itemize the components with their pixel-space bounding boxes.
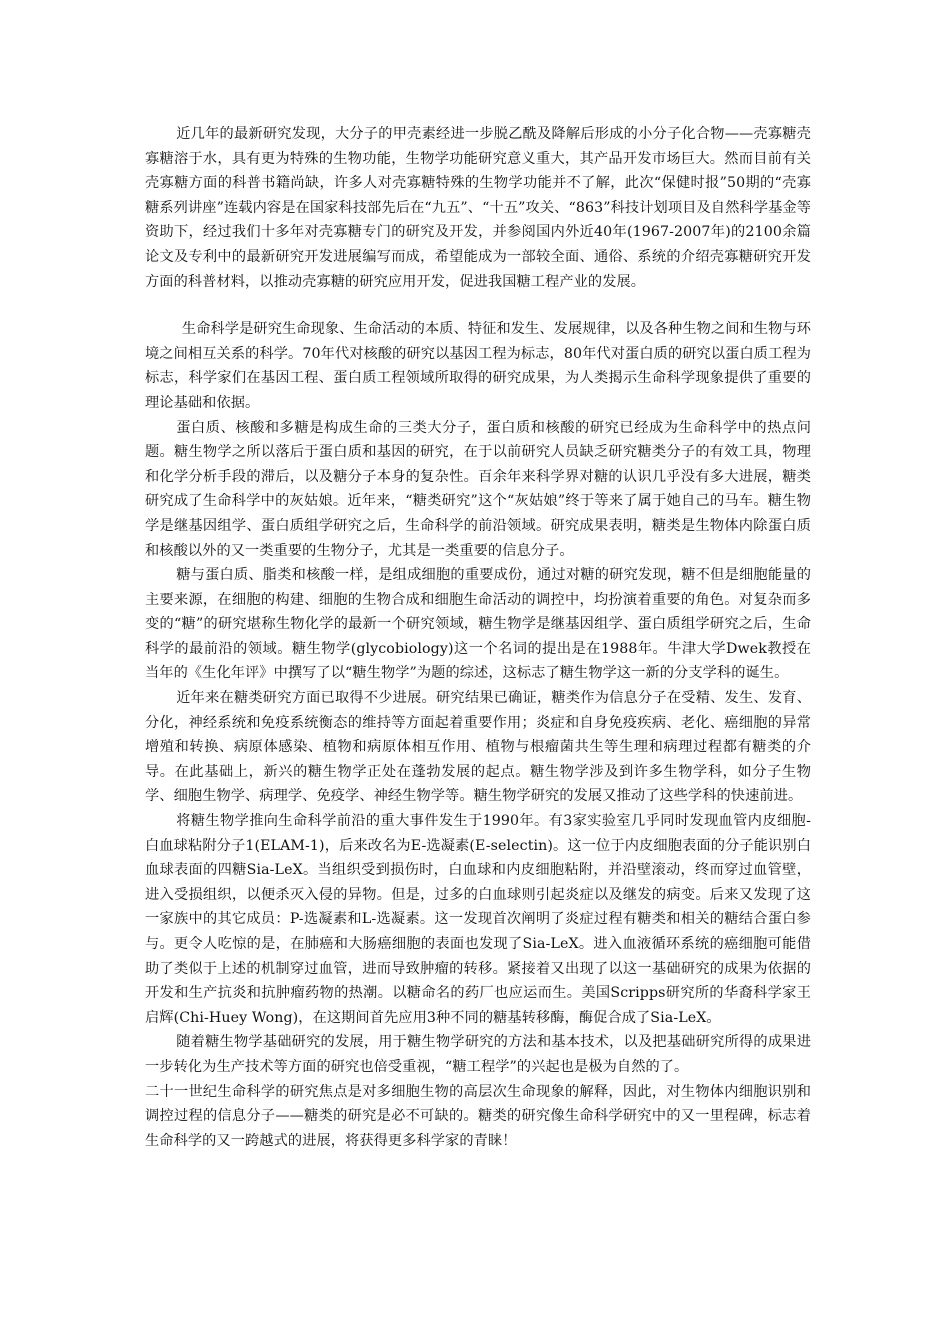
paragraph-glycoengineering: 随着糖生物学基础研究的发展，用于糖生物学研究的方法和基本技术，以及把基础研究所得的成果进一步转化为生产技术等方面的研究也倍受重视，“糖工程学”的兴起也是极为自然的了。: [145, 1034, 811, 1075]
paragraph-life-science: 生命科学是研究生命现象、生命活动的本质、特征和发生、发展规律，以及各种生物之间和生物与环境之间相互关系的科学。70年代对核酸的研究以基因工程为标志，80年代对蛋白质的研究以蛋白质工程为标志，科学家们在基因工程、蛋白质工程领域所取得的研究成果，为人类揭示生命科学现象提供了重要的理论基础和依据。: [145, 321, 811, 411]
paragraph-21st-century: 二十一世纪生命科学的研究焦点是对多细胞生物的高层次生命现象的解释，因此，对生物体内细胞识别和调控过程的信息分子——糖类的研究是必不可缺的。糖类的研究像生命科学研究中的又一里程碑，标志着生命科学的又一跨越式的进展，将获得更多科学家的青睐！: [145, 1083, 811, 1149]
intro-paragraph: 近几年的最新研究发现，大分子的甲壳素经进一步脱乙酰及降解后形成的小分子化合物——壳寡糖壳寡糖溶于水，具有更为特殊的生物功能，生物学功能研究意义重大，其产品开发市场巨大。然而目前有关壳寡糖方面的科普书籍尚缺，许多人对壳寡糖特殊的生物学功能并不了解，此次“保健时报”50期的“壳寡糖系列讲座”连载内容是在国家科技部先后在“九五”、“十五”攻关、“863”科技计划项目及自然科学基金等资助下，经过我们十多年对壳寡糖专门的研究及开发，并参阅国内外近40年(1967-2007年)的2100余篇论文及专利中的最新研究开发进展编写而成，希望能成为一部较全面、通俗、系统的介绍壳寡糖研究开发方面的科普材料，以推动壳寡糖的研究应用开发，促进我国糖工程产业的发展。: [145, 126, 811, 290]
paragraph-recent-progress: 近年来在糖类研究方面已取得不少进展。研究结果已确证，糖类作为信息分子在受精、发生、发育、分化，神经系统和免疫系统衡态的维持等方面起着重要作用；炎症和自身免疫疾病、老化、癌细胞的异常增殖和转换、病原体感染、植物和病原体相互作用、植物与根瘤菌共生等生理和病理过程都有糖类的介导。在此基础上，新兴的糖生物学正处在蓬勃发展的起点。糖生物学涉及到许多生物学科，如分子生物学、细胞生物学、病理学、免疫学、神经生物学等。糖生物学研究的发展又推动了这些学科的快速前进。: [145, 690, 811, 805]
paragraph-1990-event: 将糖生物学推向生命科学前沿的重大事件发生于1990年。有3家实验室几乎同时发现血管内皮细胞-白血球粘附分子1(ELAM-1)，后来改名为E-选凝素(E-selectin)。这一位于内皮细胞表面的分子能识别白血球表面的四糖Sia-LeX。当组织受到损伤时，白血球和内皮细胞粘附，并沿壁滚动，终而穿过血管壁，进入受损组织，以便杀灭入侵的异物。但是，过多的白血球则引起炎症以及继发的病变。后来又发现了这一家族中的其它成员：P-选凝素和L-选凝素。这一发现首次阐明了炎症过程有糖类和相关的糖结合蛋白参与。更令人吃惊的是，在肺癌和大肠癌细胞的表面也发现了Sia-LeX。进入血液循环系统的癌细胞可能借助了类似于上述的机制穿过血管，进而导致肿瘤的转移。紧接着又出现了以这一基础研究的成果为依据的开发和生产抗炎和抗肿瘤药物的热潮。以糖命名的药厂也应运而生。美国Scripps研究所的华裔科学家王启辉(Chi-Huey Wong)，在这期间首先应用3种不同的糖基转移酶，酶促合成了Sia-LeX。: [145, 813, 811, 1026]
paragraph-glycobiology-origin: 糖与蛋白质、脂类和核酸一样，是组成细胞的重要成份，通过对糖的研究发现，糖不但是细胞能量的主要来源，在细胞的构建、细胞的生物合成和细胞生命活动的调控中，均扮演着重要的角色。对复杂而多变的“糖”的研究堪称生物化学的最新一个研究领域，糖生物学是继基因组学、蛋白质组学研究之后，生命科学的最前沿的领域。糖生物学(glycobiology)这一个名词的提出是在1988年。牛津大学Dwek教授在当年的《生化年评》中撰写了以“糖生物学”为题的综述，这标志了糖生物学这一新的分支学科的诞生。: [145, 567, 811, 682]
paragraph-gap: [145, 294, 811, 317]
paragraph-macromolecules: 蛋白质、核酸和多糖是构成生命的三类大分子，蛋白质和核酸的研究已经成为生命科学中的热点问题。糖生物学之所以落后于蛋白质和基因的研究，在于以前研究人员缺乏研究糖类分子的有效工具，物理和化学分析手段的滞后，以及糖分子本身的复杂性。百余年来科学界对糖的认识几乎没有多大进展，糖类研究成了生命科学中的灰姑娘。近年来，“糖类研究”这个“灰姑娘”终于等来了属于她自己的马车。糖生物学是继基因组学、蛋白质组学研究之后，生命科学的前沿领域。研究成果表明，糖类是生物体内除蛋白质和核酸以外的又一类重要的生物分子，尤其是一类重要的信息分子。: [145, 419, 811, 559]
document-page: [145, 122, 811, 1153]
